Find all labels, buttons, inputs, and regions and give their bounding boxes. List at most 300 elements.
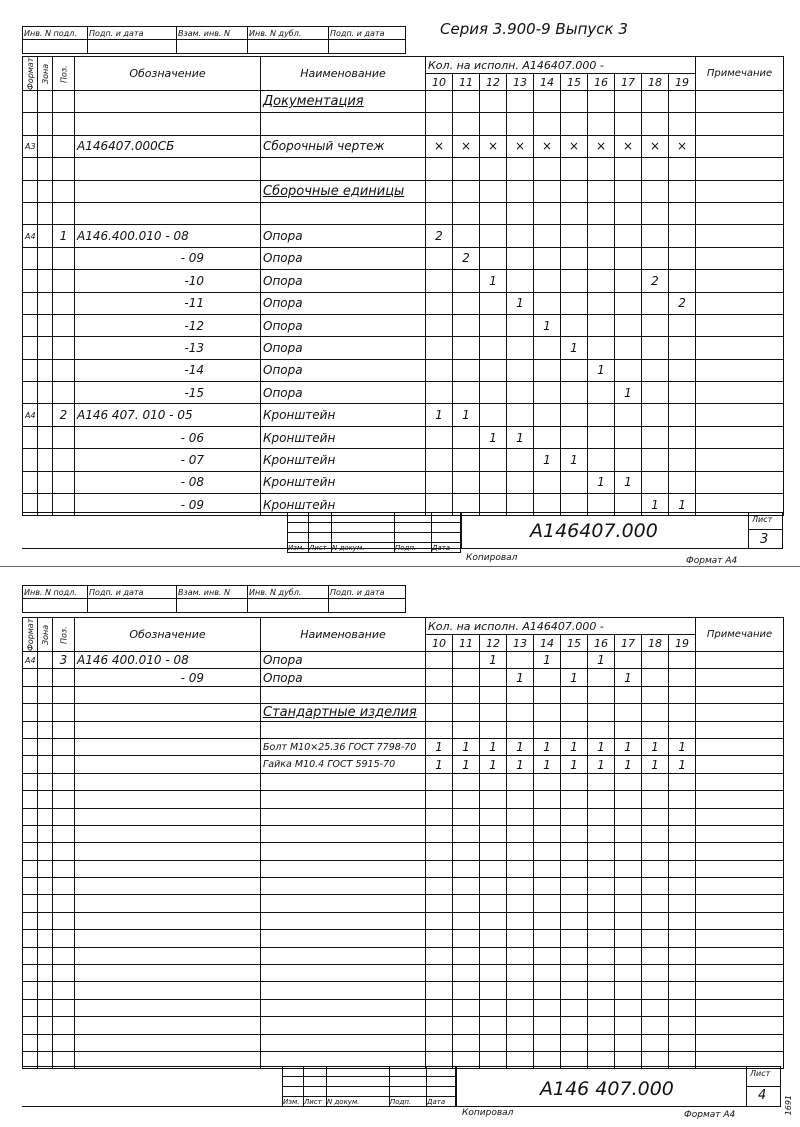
col-header-variant: 19 — [669, 74, 696, 91]
cell-qty — [426, 247, 453, 269]
cell-qty — [615, 930, 642, 947]
cell-qty — [669, 202, 696, 224]
cell-qty — [480, 930, 507, 947]
cell-designation: -14 — [75, 359, 261, 381]
cell-format — [23, 314, 38, 336]
col-header-zone: Зона — [38, 57, 53, 91]
cell-qty — [453, 113, 480, 135]
col-header-pos: Поз. — [53, 57, 75, 91]
cell-qty: × — [534, 135, 561, 157]
table-row — [23, 337, 784, 359]
cell-position — [53, 449, 75, 471]
cell-zone — [38, 382, 53, 404]
stamp-label: Изм. — [283, 1097, 304, 1107]
cell-position — [53, 825, 75, 842]
cell-qty — [507, 860, 534, 877]
cell-qty — [426, 999, 453, 1016]
cell-format — [23, 180, 38, 202]
table-row — [23, 247, 784, 269]
cell-qty — [426, 652, 453, 669]
cell-qty — [534, 825, 561, 842]
cell-qty — [615, 947, 642, 964]
doc-code-2: А146 407.000 — [540, 1078, 674, 1100]
cell-qty — [453, 930, 480, 947]
cell-qty — [669, 930, 696, 947]
cell-zone — [38, 225, 53, 247]
cell-qty — [642, 113, 669, 135]
cell-qty: 2 — [453, 247, 480, 269]
table-row — [23, 878, 784, 895]
cell-qty — [669, 359, 696, 381]
cell-note — [696, 91, 784, 113]
cell-qty — [615, 404, 642, 426]
cell-qty — [534, 91, 561, 113]
cell-qty — [588, 1017, 615, 1034]
cell-position — [53, 808, 75, 825]
table-row — [23, 471, 784, 493]
cell-format — [23, 878, 38, 895]
cell-note — [696, 471, 784, 493]
cell-qty: 1 — [642, 738, 669, 755]
cell-qty: 1 — [615, 669, 642, 686]
cell-qty — [534, 113, 561, 135]
cell-qty — [669, 1034, 696, 1051]
cell-qty — [453, 1034, 480, 1051]
cell-format: А4 — [23, 404, 38, 426]
cell-qty — [561, 808, 588, 825]
cell-qty — [453, 225, 480, 247]
cell-qty — [615, 247, 642, 269]
cell-qty — [534, 686, 561, 703]
archive-strip-1 — [22, 26, 406, 54]
cell-qty — [453, 314, 480, 336]
cell-qty — [453, 843, 480, 860]
cell-qty — [642, 965, 669, 982]
cell-format: А4 — [23, 652, 38, 669]
cell-qty: 1 — [588, 471, 615, 493]
cell-qty — [480, 225, 507, 247]
table-row — [23, 756, 784, 773]
copied-label-1: Копировал — [466, 553, 518, 563]
cell-name — [261, 895, 426, 912]
cell-qty — [588, 878, 615, 895]
cell-designation — [75, 930, 261, 947]
cell-qty — [669, 982, 696, 999]
cell-position — [53, 947, 75, 964]
table-row — [23, 359, 784, 381]
sheet-label-2: Лист — [750, 1069, 771, 1078]
cell-zone — [38, 947, 53, 964]
cell-qty — [453, 1017, 480, 1034]
cell-qty — [426, 791, 453, 808]
cell-qty — [669, 912, 696, 929]
cell-zone — [38, 113, 53, 135]
cell-format — [23, 1017, 38, 1034]
cell-qty — [507, 912, 534, 929]
cell-qty: 1 — [669, 494, 696, 516]
cell-position — [53, 1034, 75, 1051]
cell-zone — [38, 180, 53, 202]
cell-name: Опора — [261, 652, 426, 669]
cell-qty — [534, 669, 561, 686]
col-header-variant: 10 — [426, 74, 453, 91]
cell-qty — [480, 878, 507, 895]
cell-position — [53, 878, 75, 895]
col-header-format: Формат — [23, 57, 38, 91]
cell-name — [261, 930, 426, 947]
cell-designation — [75, 91, 261, 113]
cell-note — [696, 426, 784, 448]
cell-note — [696, 912, 784, 929]
cell-qty — [615, 999, 642, 1016]
cell-note — [696, 965, 784, 982]
cell-format — [23, 471, 38, 493]
cell-qty — [507, 791, 534, 808]
cell-zone — [38, 878, 53, 895]
cell-qty: × — [426, 135, 453, 157]
cell-qty — [507, 721, 534, 738]
cell-qty — [561, 895, 588, 912]
cell-qty — [426, 471, 453, 493]
cell-name — [261, 860, 426, 877]
cell-designation: -10 — [75, 270, 261, 292]
cell-zone — [38, 426, 53, 448]
cell-qty — [480, 449, 507, 471]
cell-qty — [480, 359, 507, 381]
cell-qty — [669, 158, 696, 180]
cell-zone — [38, 471, 53, 493]
cell-designation — [75, 1017, 261, 1034]
cell-qty — [669, 825, 696, 842]
cell-qty — [426, 825, 453, 842]
cell-qty — [507, 382, 534, 404]
cell-qty — [534, 202, 561, 224]
col-header-variant: 11 — [453, 635, 480, 652]
cell-qty: × — [588, 135, 615, 157]
cell-designation — [75, 825, 261, 842]
cell-name: Сборочный чертеж — [261, 135, 426, 157]
cell-qty — [507, 1034, 534, 1051]
cell-qty — [588, 791, 615, 808]
cell-qty — [480, 91, 507, 113]
cell-note — [696, 1034, 784, 1051]
cell-qty — [426, 449, 453, 471]
cell-qty — [669, 721, 696, 738]
cell-qty — [426, 202, 453, 224]
cell-designation — [75, 756, 261, 773]
cell-note — [696, 686, 784, 703]
cell-qty — [615, 113, 642, 135]
cell-qty — [534, 225, 561, 247]
cell-qty: 1 — [561, 756, 588, 773]
cell-qty — [642, 773, 669, 790]
cell-qty — [507, 471, 534, 493]
cell-zone — [38, 843, 53, 860]
cell-qty: 1 — [480, 426, 507, 448]
cell-qty — [669, 652, 696, 669]
cell-designation: А146 400.010 - 08 — [75, 652, 261, 669]
cell-note — [696, 202, 784, 224]
cell-qty — [507, 895, 534, 912]
cell-qty — [426, 270, 453, 292]
cell-position — [53, 426, 75, 448]
cell-zone — [38, 808, 53, 825]
cell-qty — [588, 669, 615, 686]
cell-qty — [588, 704, 615, 721]
cell-qty — [588, 270, 615, 292]
cell-qty — [615, 426, 642, 448]
cell-format — [23, 738, 38, 755]
col-header-format: Формат — [23, 618, 38, 652]
cell-name: Стандартные изделия — [261, 704, 426, 721]
cell-qty — [507, 1017, 534, 1034]
cell-format — [23, 965, 38, 982]
cell-qty — [642, 1034, 669, 1051]
col-header-name: Наименование — [261, 57, 426, 91]
cell-qty: 1 — [615, 738, 642, 755]
cell-qty — [588, 825, 615, 842]
cell-qty: 1 — [480, 652, 507, 669]
cell-qty — [669, 225, 696, 247]
cell-qty — [453, 652, 480, 669]
col-header-variant: 12 — [480, 74, 507, 91]
cell-format — [23, 669, 38, 686]
cell-position — [53, 669, 75, 686]
table-row — [23, 912, 784, 929]
cell-qty — [588, 773, 615, 790]
cell-qty — [588, 721, 615, 738]
cell-qty — [534, 878, 561, 895]
col-header-designation: Обозначение — [75, 618, 261, 652]
col-header-qty-group: Кол. на исполн. А146407.000 - — [426, 618, 696, 635]
cell-position — [53, 337, 75, 359]
cell-qty — [534, 773, 561, 790]
cell-qty — [615, 314, 642, 336]
table-row — [23, 791, 784, 808]
cell-qty — [507, 113, 534, 135]
cell-qty — [642, 404, 669, 426]
cell-qty — [615, 449, 642, 471]
cell-qty — [480, 292, 507, 314]
cell-designation — [75, 982, 261, 999]
cell-qty — [480, 113, 507, 135]
cell-qty — [534, 247, 561, 269]
cell-qty — [534, 791, 561, 808]
cell-qty — [480, 404, 507, 426]
cell-qty — [480, 860, 507, 877]
cell-qty — [507, 337, 534, 359]
cell-qty: 1 — [615, 471, 642, 493]
cell-qty — [588, 292, 615, 314]
cell-zone — [38, 292, 53, 314]
cell-qty: 1 — [507, 669, 534, 686]
cell-qty — [480, 1017, 507, 1034]
cell-qty — [588, 158, 615, 180]
cell-qty — [561, 359, 588, 381]
cell-name: Опора — [261, 337, 426, 359]
table-row — [23, 158, 784, 180]
cell-qty — [642, 91, 669, 113]
cell-qty — [615, 721, 642, 738]
table-row — [23, 930, 784, 947]
cell-qty — [669, 382, 696, 404]
cell-qty — [669, 91, 696, 113]
cell-designation: - 08 — [75, 471, 261, 493]
table-row — [23, 1017, 784, 1034]
cell-name — [261, 1034, 426, 1051]
table-row — [23, 704, 784, 721]
cell-qty — [534, 1034, 561, 1051]
cell-qty — [453, 359, 480, 381]
cell-qty: 1 — [534, 314, 561, 336]
cell-qty — [669, 999, 696, 1016]
cell-designation — [75, 999, 261, 1016]
cell-qty: 1 — [426, 756, 453, 773]
cell-name: Опора — [261, 669, 426, 686]
cell-zone — [38, 652, 53, 669]
cell-format — [23, 426, 38, 448]
cell-qty — [669, 449, 696, 471]
table-row — [23, 947, 784, 964]
cell-name: Сборочные единицы — [261, 180, 426, 202]
cell-qty — [534, 982, 561, 999]
table-row — [23, 982, 784, 999]
cell-zone — [38, 404, 53, 426]
archive-cell: Инв. N дубл. — [248, 586, 329, 599]
cell-position — [53, 965, 75, 982]
cell-format — [23, 721, 38, 738]
cell-qty: × — [669, 135, 696, 157]
cell-name: Опора — [261, 314, 426, 336]
table-row — [23, 426, 784, 448]
cell-qty — [615, 843, 642, 860]
cell-qty — [507, 808, 534, 825]
cell-designation: - 09 — [75, 247, 261, 269]
table-row — [23, 669, 784, 686]
cell-qty — [453, 965, 480, 982]
cell-qty — [480, 337, 507, 359]
cell-qty — [480, 471, 507, 493]
table-row — [23, 895, 784, 912]
cell-qty — [642, 895, 669, 912]
table-row — [23, 999, 784, 1016]
cell-qty — [615, 965, 642, 982]
cell-format — [23, 912, 38, 929]
format-label-2: Формат А4 — [684, 1110, 736, 1120]
cell-qty — [561, 91, 588, 113]
cell-qty — [453, 878, 480, 895]
cell-name — [261, 113, 426, 135]
table-row — [23, 860, 784, 877]
sheet-number-1: 3 — [760, 532, 769, 547]
cell-qty — [642, 158, 669, 180]
cell-qty — [615, 337, 642, 359]
cell-qty — [426, 91, 453, 113]
cell-qty — [480, 314, 507, 336]
cell-zone — [38, 999, 53, 1016]
cell-format — [23, 704, 38, 721]
cell-qty — [534, 180, 561, 202]
cell-qty — [480, 158, 507, 180]
archive-cell: Инв. N подл. — [23, 586, 88, 599]
cell-qty — [534, 337, 561, 359]
cell-note — [696, 449, 784, 471]
cell-qty — [561, 721, 588, 738]
cell-qty: 1 — [534, 652, 561, 669]
cell-qty — [642, 225, 669, 247]
cell-qty — [642, 930, 669, 947]
cell-qty — [426, 878, 453, 895]
cell-zone — [38, 337, 53, 359]
cell-qty — [534, 947, 561, 964]
cell-note — [696, 878, 784, 895]
cell-position — [53, 791, 75, 808]
cell-qty — [669, 773, 696, 790]
cell-qty — [642, 669, 669, 686]
cell-qty — [588, 382, 615, 404]
cell-qty — [534, 704, 561, 721]
cell-qty — [669, 808, 696, 825]
cell-qty — [507, 158, 534, 180]
col-header-variant: 16 — [588, 74, 615, 91]
cell-qty — [480, 912, 507, 929]
format-label-1: Формат А4 — [686, 556, 738, 566]
archive-cell: Взам. инв. N — [177, 586, 248, 599]
archive-strip-2 — [22, 585, 406, 613]
cell-qty: 1 — [588, 738, 615, 755]
cell-designation — [75, 965, 261, 982]
cell-qty — [453, 721, 480, 738]
cell-name — [261, 1017, 426, 1034]
cell-format — [23, 982, 38, 999]
cell-qty — [561, 982, 588, 999]
cell-designation: - 09 — [75, 494, 261, 516]
cell-note — [696, 652, 784, 669]
cell-qty — [480, 669, 507, 686]
cell-qty — [426, 292, 453, 314]
cell-qty — [507, 878, 534, 895]
sheet-label-1: Лист — [752, 515, 773, 524]
cell-designation: - 09 — [75, 669, 261, 686]
cell-format — [23, 756, 38, 773]
cell-qty — [669, 669, 696, 686]
cell-qty — [507, 247, 534, 269]
cell-format — [23, 359, 38, 381]
cell-zone — [38, 895, 53, 912]
cell-note — [696, 773, 784, 790]
cell-qty — [615, 1017, 642, 1034]
cell-designation — [75, 912, 261, 929]
cell-qty — [426, 930, 453, 947]
cell-qty — [534, 808, 561, 825]
cell-qty — [615, 895, 642, 912]
cell-designation — [75, 808, 261, 825]
cell-qty — [588, 202, 615, 224]
cell-qty — [426, 113, 453, 135]
cell-qty — [480, 965, 507, 982]
cell-position — [53, 247, 75, 269]
cell-qty — [453, 449, 480, 471]
cell-qty — [615, 860, 642, 877]
cell-position: 3 — [53, 652, 75, 669]
cell-name: Опора — [261, 270, 426, 292]
cell-qty — [642, 825, 669, 842]
cell-qty — [561, 404, 588, 426]
cell-qty — [534, 895, 561, 912]
cell-position — [53, 158, 75, 180]
table-row — [23, 449, 784, 471]
cell-qty — [507, 404, 534, 426]
